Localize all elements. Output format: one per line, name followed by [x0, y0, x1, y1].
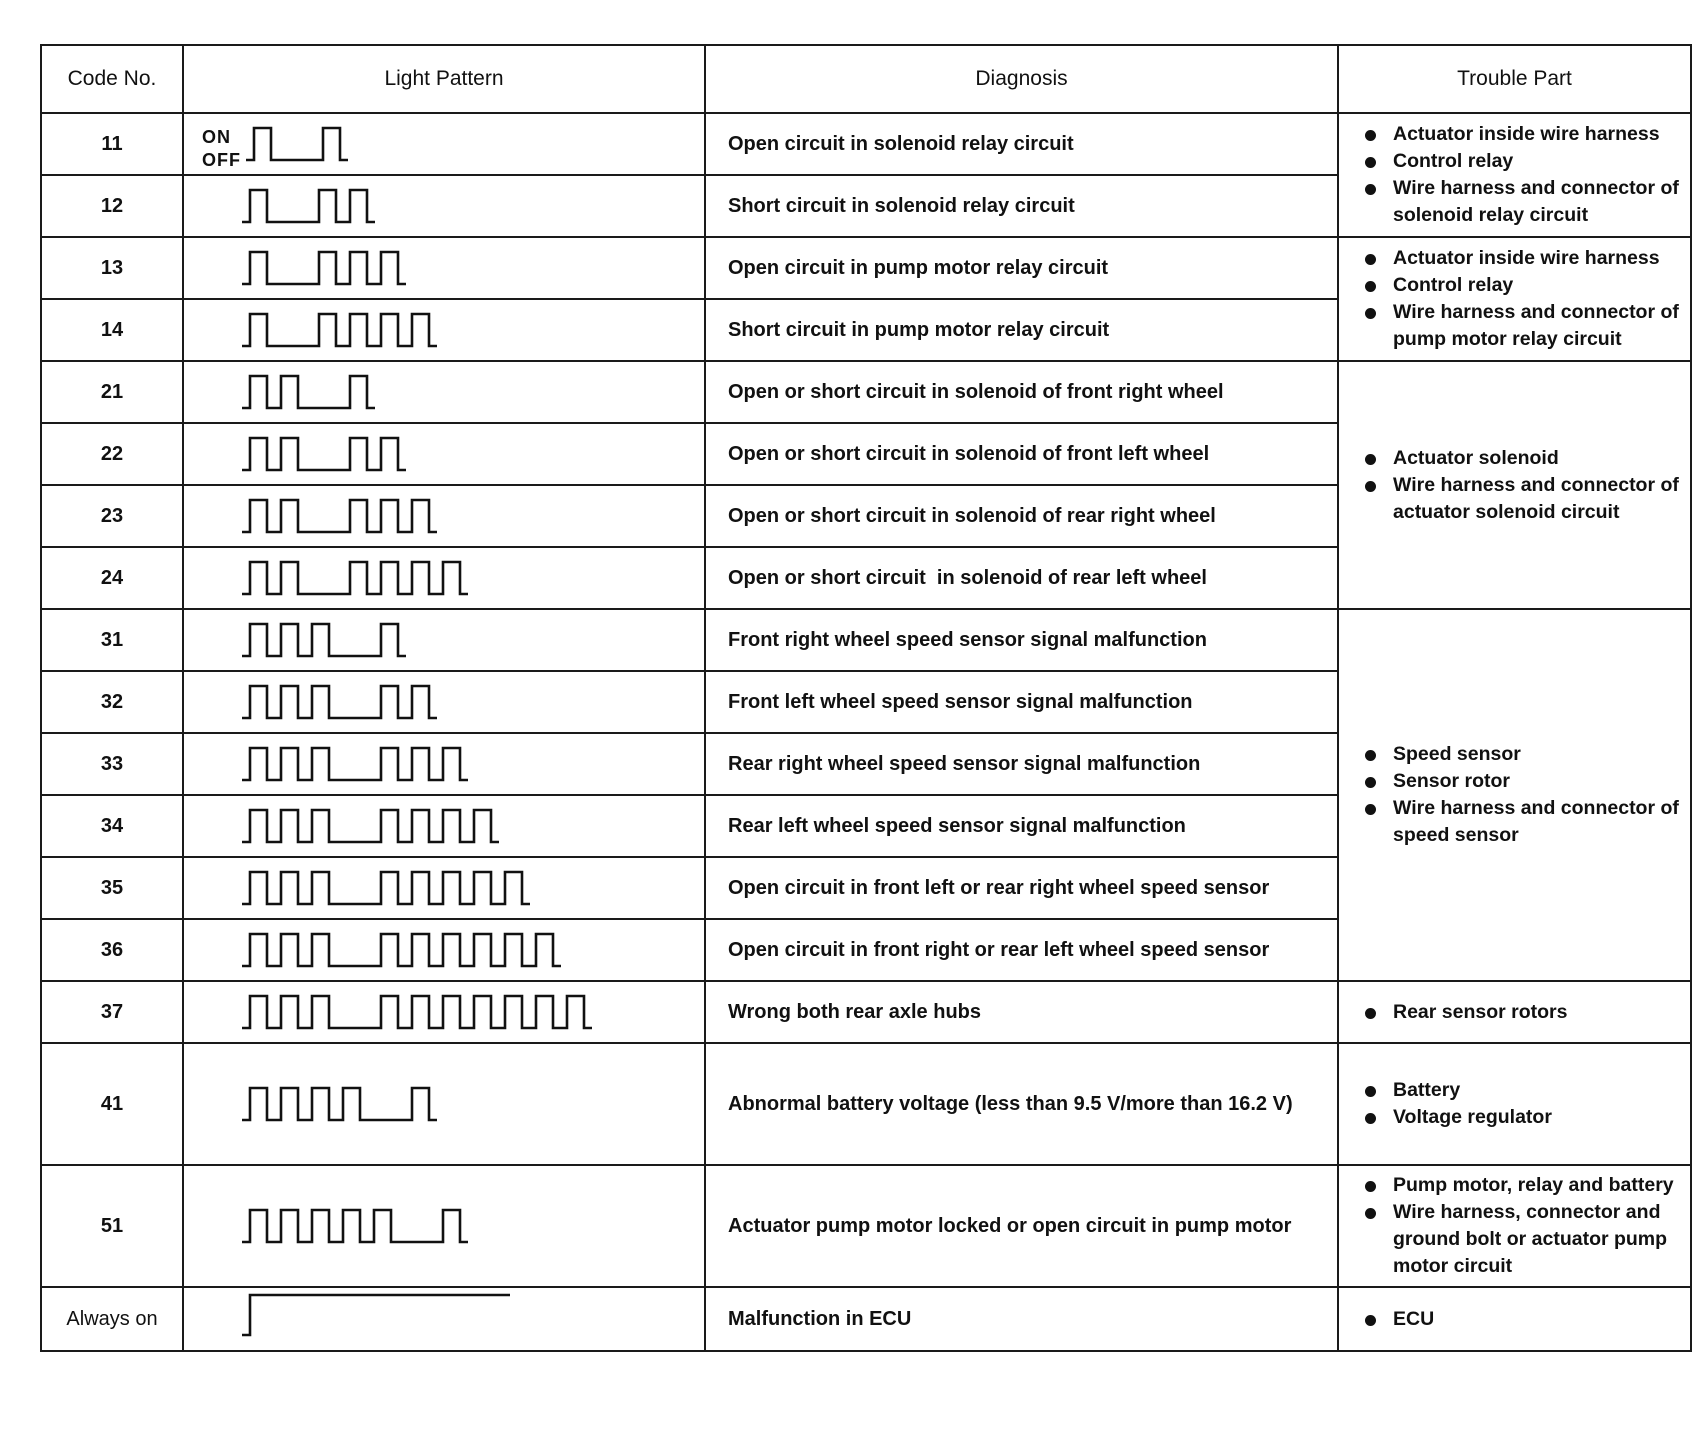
code-cell: 31 [41, 609, 183, 671]
diagnosis-cell: Open or short circuit in solenoid of rear right wheel [705, 485, 1338, 547]
diagnosis-cell: Open circuit in solenoid relay circuit [705, 113, 1338, 175]
light-pattern-cell [183, 733, 705, 795]
trouble-part-list [1363, 245, 1682, 353]
light-pattern-waveform [242, 624, 406, 656]
trouble-part-list [1363, 999, 1682, 1026]
light-pattern-cell [183, 175, 705, 237]
header-code: Code No. [41, 45, 183, 113]
light-pattern-waveform [242, 996, 592, 1028]
diagnosis-cell: Abnormal battery voltage (less than 9.5 V/more than 16.2 V) [705, 1043, 1338, 1165]
trouble-part-item: Wire harness and connector of pump motor relay circuit [1363, 299, 1682, 353]
code-cell: 12 [41, 175, 183, 237]
trouble-part-item: Speed sensor [1363, 741, 1682, 768]
legend-on-label: ON [202, 127, 231, 147]
light-pattern-waveform [246, 128, 348, 160]
light-pattern-graphic [184, 300, 704, 360]
diagnosis-cell: Open or short circuit in solenoid of front right wheel [705, 361, 1338, 423]
light-pattern-cell [183, 609, 705, 671]
light-pattern-graphic [184, 734, 704, 794]
code-cell: 35 [41, 857, 183, 919]
light-pattern-waveform [242, 376, 375, 408]
trouble-part-list [1363, 1306, 1682, 1333]
code-cell: 33 [41, 733, 183, 795]
trouble-part-item: Wire harness and connector of actuator solenoid circuit [1363, 472, 1682, 526]
table-row [41, 113, 1691, 175]
diagnosis-cell: Front right wheel speed sensor signal malfunction [705, 609, 1338, 671]
light-pattern-graphic [184, 858, 704, 918]
light-pattern-cell [183, 237, 705, 299]
trouble-part-cell [1338, 609, 1691, 981]
diagnosis-cell: Wrong both rear axle hubs [705, 981, 1338, 1043]
diagnostic-code-table-container [40, 44, 1690, 1352]
table-row [41, 609, 1691, 671]
trouble-part-item: Control relay [1363, 272, 1682, 299]
table-row [41, 1165, 1691, 1287]
diagnosis-cell: Open or short circuit in solenoid of front left wheel [705, 423, 1338, 485]
trouble-part-item: Rear sensor rotors [1363, 999, 1682, 1026]
diagnosis-cell: Actuator pump motor locked or open circuit in pump motor [705, 1165, 1338, 1287]
trouble-part-cell [1338, 981, 1691, 1043]
trouble-part-cell [1338, 1287, 1691, 1351]
light-pattern-cell [183, 1043, 705, 1165]
trouble-part-list [1363, 445, 1682, 526]
table-body [41, 113, 1691, 1351]
light-pattern-graphic [184, 1044, 704, 1164]
light-pattern-waveform [242, 872, 530, 904]
light-pattern-graphic [184, 114, 704, 174]
light-pattern-waveform [242, 810, 499, 842]
light-pattern-graphic [184, 1288, 704, 1350]
light-pattern-graphic [184, 548, 704, 608]
light-pattern-graphic [184, 982, 704, 1042]
legend-off-label: OFF [202, 150, 241, 170]
light-pattern-cell [183, 1165, 705, 1287]
trouble-part-list [1363, 741, 1682, 849]
diagnosis-cell: Open circuit in front left or rear right wheel speed sensor [705, 857, 1338, 919]
code-cell: 22 [41, 423, 183, 485]
table-row [41, 237, 1691, 299]
light-pattern-graphic [184, 238, 704, 298]
code-cell: 14 [41, 299, 183, 361]
diagnosis-cell: Rear left wheel speed sensor signal malfunction [705, 795, 1338, 857]
light-pattern-cell [183, 795, 705, 857]
light-pattern-cell [183, 1287, 705, 1351]
light-pattern-waveform [242, 934, 561, 966]
code-cell: 24 [41, 547, 183, 609]
trouble-part-item: Wire harness and connector of solenoid relay circuit [1363, 175, 1682, 229]
trouble-part-item: Actuator inside wire harness [1363, 121, 1682, 148]
light-pattern-cell [183, 113, 705, 175]
light-pattern-waveform [242, 1088, 437, 1120]
header-row [41, 45, 1691, 113]
light-pattern-graphic [184, 796, 704, 856]
code-cell: 34 [41, 795, 183, 857]
light-pattern-waveform [242, 1210, 468, 1242]
table-row [41, 1043, 1691, 1165]
diagnosis-cell: Open circuit in pump motor relay circuit [705, 237, 1338, 299]
code-cell: 36 [41, 919, 183, 981]
light-pattern-graphic [184, 486, 704, 546]
diagnosis-cell: Front left wheel speed sensor signal malfunction [705, 671, 1338, 733]
trouble-part-cell [1338, 113, 1691, 237]
code-cell: Always on [41, 1287, 183, 1351]
code-cell: 11 [41, 113, 183, 175]
code-cell: 41 [41, 1043, 183, 1165]
table-row [41, 361, 1691, 423]
light-pattern-cell [183, 671, 705, 733]
light-pattern-waveform [242, 252, 406, 284]
trouble-part-cell [1338, 237, 1691, 361]
light-pattern-graphic [184, 1166, 704, 1286]
light-pattern-cell [183, 485, 705, 547]
trouble-part-item: Voltage regulator [1363, 1104, 1682, 1131]
diagnosis-cell: Open or short circuit in solenoid of rear left wheel [705, 547, 1338, 609]
header-light-pattern: Light Pattern [183, 45, 705, 113]
light-pattern-cell [183, 919, 705, 981]
trouble-part-item: Actuator solenoid [1363, 445, 1682, 472]
light-pattern-waveform [242, 190, 375, 222]
trouble-part-item: Actuator inside wire harness [1363, 245, 1682, 272]
trouble-part-item: Battery [1363, 1077, 1682, 1104]
code-cell: 13 [41, 237, 183, 299]
light-pattern-waveform [242, 314, 437, 346]
light-pattern-graphic [184, 362, 704, 422]
diagnosis-cell: Rear right wheel speed sensor signal malfunction [705, 733, 1338, 795]
trouble-part-list [1363, 1077, 1682, 1131]
light-pattern-waveform [242, 748, 468, 780]
table-row [41, 981, 1691, 1043]
light-pattern-cell [183, 423, 705, 485]
light-pattern-cell [183, 361, 705, 423]
trouble-part-list [1363, 1172, 1682, 1280]
light-pattern-cell [183, 857, 705, 919]
trouble-part-cell [1338, 361, 1691, 609]
light-pattern-waveform [242, 500, 437, 532]
light-pattern-cell [183, 981, 705, 1043]
trouble-part-list [1363, 121, 1682, 229]
code-cell: 23 [41, 485, 183, 547]
light-pattern-graphic [184, 176, 704, 236]
trouble-part-item: Wire harness, connector and ground bolt or actuator pump motor circuit [1363, 1199, 1682, 1280]
light-pattern-waveform [242, 562, 468, 594]
light-pattern-graphic [184, 424, 704, 484]
light-pattern-waveform [242, 686, 437, 718]
header-trouble-part: Trouble Part [1338, 45, 1691, 113]
light-pattern-cell [183, 299, 705, 361]
table-row [41, 1287, 1691, 1351]
trouble-part-item: Control relay [1363, 148, 1682, 175]
diagnosis-cell: Short circuit in solenoid relay circuit [705, 175, 1338, 237]
trouble-part-item: Wire harness and connector of speed sensor [1363, 795, 1682, 849]
diagnosis-cell: Open circuit in front right or rear left wheel speed sensor [705, 919, 1338, 981]
trouble-part-cell [1338, 1043, 1691, 1165]
light-pattern-waveform [242, 438, 406, 470]
light-pattern-cell [183, 547, 705, 609]
light-pattern-waveform [242, 1295, 510, 1335]
code-cell: 37 [41, 981, 183, 1043]
code-cell: 51 [41, 1165, 183, 1287]
on-off-legend [202, 126, 241, 172]
code-cell: 32 [41, 671, 183, 733]
light-pattern-graphic [184, 610, 704, 670]
trouble-part-item: ECU [1363, 1306, 1682, 1333]
trouble-part-item: Sensor rotor [1363, 768, 1682, 795]
trouble-part-cell [1338, 1165, 1691, 1287]
diagnostic-code-table [40, 44, 1692, 1352]
trouble-part-item: Pump motor, relay and battery [1363, 1172, 1682, 1199]
header-diagnosis: Diagnosis [705, 45, 1338, 113]
diagnosis-cell: Malfunction in ECU [705, 1287, 1338, 1351]
light-pattern-graphic [184, 672, 704, 732]
code-cell: 21 [41, 361, 183, 423]
diagnosis-cell: Short circuit in pump motor relay circuit [705, 299, 1338, 361]
light-pattern-graphic [184, 920, 704, 980]
